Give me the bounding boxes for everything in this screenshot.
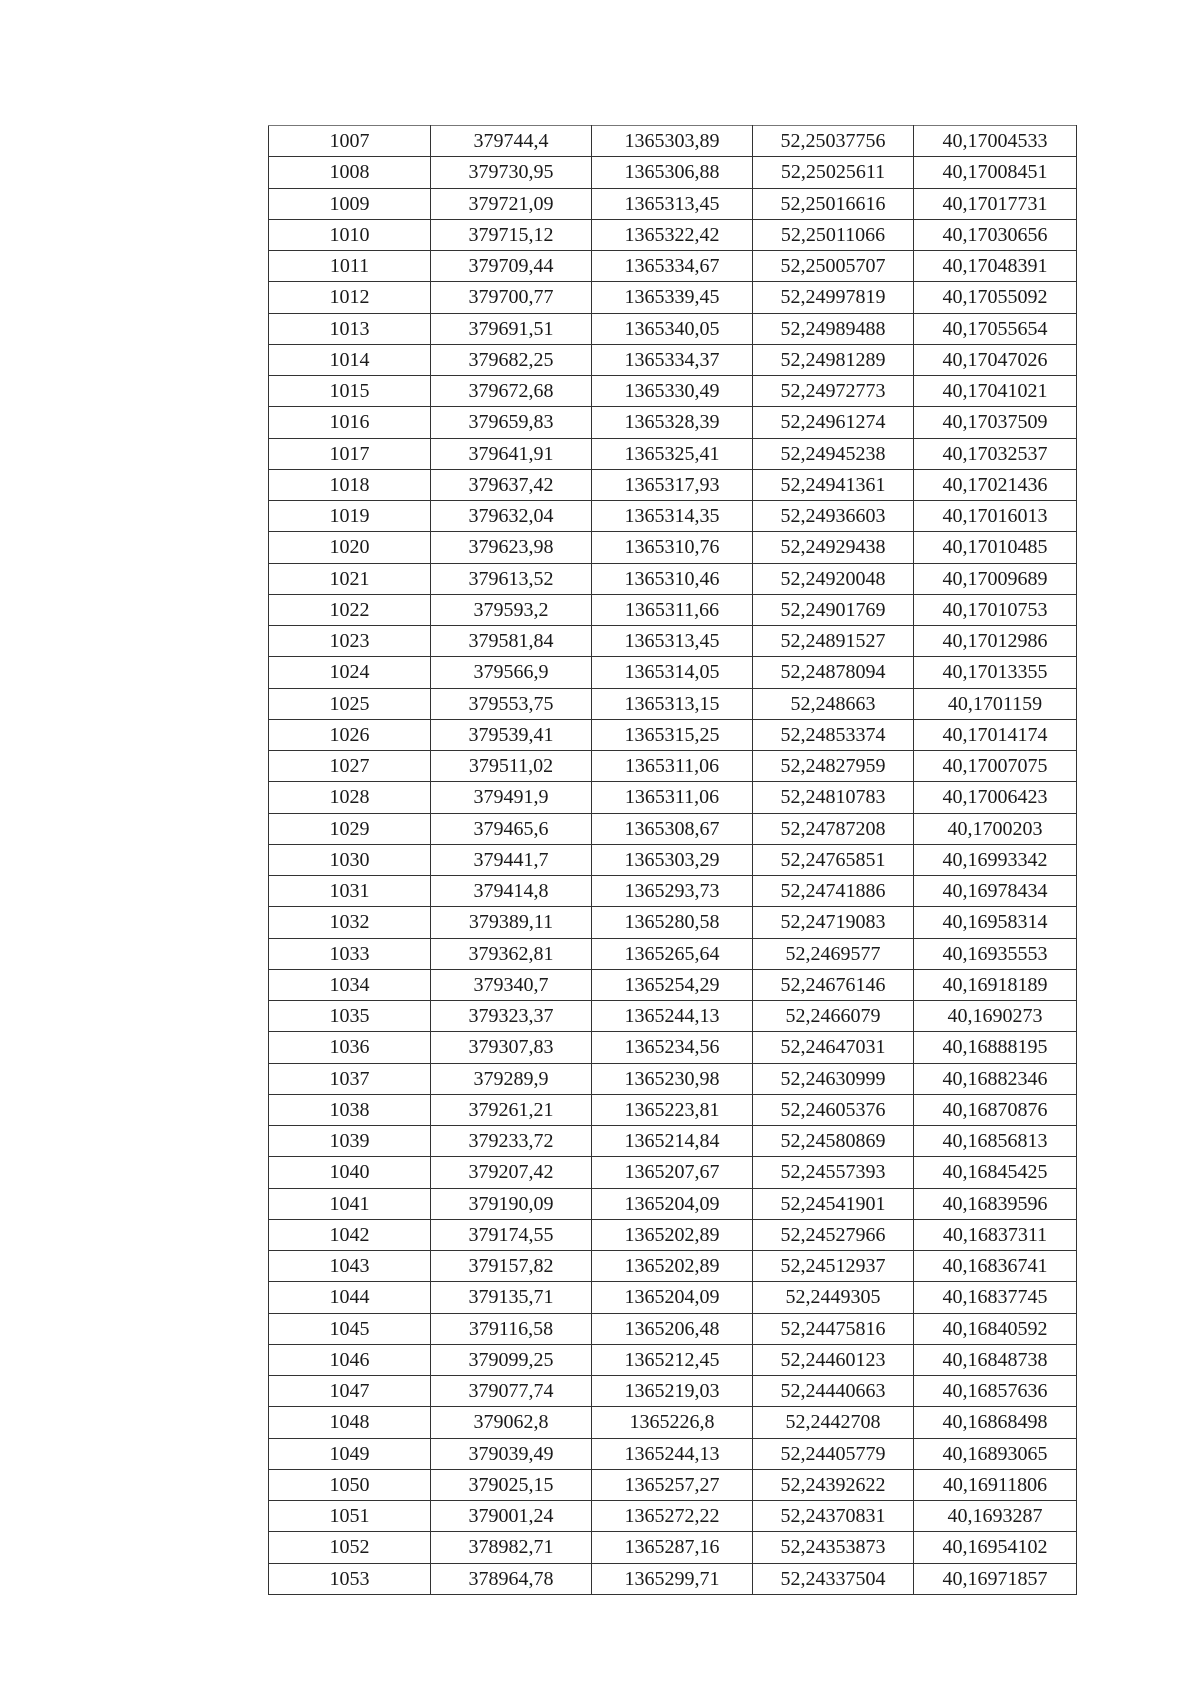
x-coordinate-cell: 379715,12 — [431, 219, 592, 250]
longitude-cell: 40,16839596 — [914, 1188, 1077, 1219]
point-number-cell: 1011 — [269, 251, 431, 282]
x-coordinate-cell: 379062,8 — [431, 1407, 592, 1438]
point-number-cell: 1023 — [269, 626, 431, 657]
x-coordinate-cell: 379116,58 — [431, 1313, 592, 1344]
y-coordinate-cell: 1365207,67 — [592, 1157, 753, 1188]
longitude-cell: 40,17006423 — [914, 782, 1077, 813]
y-coordinate-cell: 1365206,48 — [592, 1313, 753, 1344]
latitude-cell: 52,24810783 — [753, 782, 914, 813]
y-coordinate-cell: 1365202,89 — [592, 1251, 753, 1282]
y-coordinate-cell: 1365204,09 — [592, 1282, 753, 1313]
y-coordinate-cell: 1365311,66 — [592, 594, 753, 625]
point-number-cell: 1030 — [269, 844, 431, 875]
latitude-cell: 52,24580869 — [753, 1126, 914, 1157]
table-row — [269, 844, 1077, 875]
latitude-cell: 52,24765851 — [753, 844, 914, 875]
table-row — [269, 1532, 1077, 1563]
latitude-cell: 52,24878094 — [753, 657, 914, 688]
y-coordinate-cell: 1365272,22 — [592, 1501, 753, 1532]
point-number-cell: 1032 — [269, 907, 431, 938]
point-number-cell: 1042 — [269, 1219, 431, 1250]
table-row — [269, 157, 1077, 188]
point-number-cell: 1021 — [269, 563, 431, 594]
x-coordinate-cell: 379135,71 — [431, 1282, 592, 1313]
x-coordinate-cell: 379566,9 — [431, 657, 592, 688]
table-row — [269, 719, 1077, 750]
table-row — [269, 438, 1077, 469]
x-coordinate-cell: 379099,25 — [431, 1344, 592, 1375]
point-number-cell: 1029 — [269, 813, 431, 844]
point-number-cell: 1050 — [269, 1469, 431, 1500]
longitude-cell: 40,1693287 — [914, 1501, 1077, 1532]
longitude-cell: 40,17007075 — [914, 751, 1077, 782]
y-coordinate-cell: 1365244,13 — [592, 1438, 753, 1469]
x-coordinate-cell: 379362,81 — [431, 938, 592, 969]
longitude-cell: 40,16848738 — [914, 1344, 1077, 1375]
latitude-cell: 52,24981289 — [753, 344, 914, 375]
longitude-cell: 40,17055092 — [914, 282, 1077, 313]
table-row — [269, 876, 1077, 907]
longitude-cell: 40,17009689 — [914, 563, 1077, 594]
longitude-cell: 40,17008451 — [914, 157, 1077, 188]
longitude-cell: 40,17047026 — [914, 344, 1077, 375]
longitude-cell: 40,16845425 — [914, 1157, 1077, 1188]
table-row — [269, 1344, 1077, 1375]
latitude-cell: 52,24997819 — [753, 282, 914, 313]
table-row — [269, 938, 1077, 969]
table-row — [269, 469, 1077, 500]
x-coordinate-cell: 379593,2 — [431, 594, 592, 625]
point-number-cell: 1020 — [269, 532, 431, 563]
longitude-cell: 40,16958314 — [914, 907, 1077, 938]
y-coordinate-cell: 1365313,15 — [592, 688, 753, 719]
x-coordinate-cell: 379323,37 — [431, 1001, 592, 1032]
point-number-cell: 1031 — [269, 876, 431, 907]
table-row — [269, 1001, 1077, 1032]
y-coordinate-cell: 1365325,41 — [592, 438, 753, 469]
table-row — [269, 1251, 1077, 1282]
x-coordinate-cell: 379581,84 — [431, 626, 592, 657]
latitude-cell: 52,2466079 — [753, 1001, 914, 1032]
point-number-cell: 1026 — [269, 719, 431, 750]
point-number-cell: 1035 — [269, 1001, 431, 1032]
point-number-cell: 1039 — [269, 1126, 431, 1157]
point-number-cell: 1037 — [269, 1063, 431, 1094]
latitude-cell: 52,24787208 — [753, 813, 914, 844]
longitude-cell: 40,16971857 — [914, 1563, 1077, 1594]
point-number-cell: 1033 — [269, 938, 431, 969]
point-number-cell: 1036 — [269, 1032, 431, 1063]
longitude-cell: 40,1690273 — [914, 1001, 1077, 1032]
latitude-cell: 52,24929438 — [753, 532, 914, 563]
x-coordinate-cell: 379025,15 — [431, 1469, 592, 1500]
y-coordinate-cell: 1365313,45 — [592, 188, 753, 219]
point-number-cell: 1053 — [269, 1563, 431, 1594]
longitude-cell: 40,17048391 — [914, 251, 1077, 282]
x-coordinate-cell: 379389,11 — [431, 907, 592, 938]
x-coordinate-cell: 379623,98 — [431, 532, 592, 563]
latitude-cell: 52,24605376 — [753, 1094, 914, 1125]
point-number-cell: 1010 — [269, 219, 431, 250]
table-row — [269, 219, 1077, 250]
point-number-cell: 1048 — [269, 1407, 431, 1438]
longitude-cell: 40,16856813 — [914, 1126, 1077, 1157]
latitude-cell: 52,248663 — [753, 688, 914, 719]
x-coordinate-cell: 379289,9 — [431, 1063, 592, 1094]
latitude-cell: 52,24557393 — [753, 1157, 914, 1188]
table-row — [269, 1438, 1077, 1469]
longitude-cell: 40,16918189 — [914, 969, 1077, 1000]
latitude-cell: 52,24920048 — [753, 563, 914, 594]
longitude-cell: 40,16935553 — [914, 938, 1077, 969]
latitude-cell: 52,24541901 — [753, 1188, 914, 1219]
point-number-cell: 1049 — [269, 1438, 431, 1469]
longitude-cell: 40,17041021 — [914, 376, 1077, 407]
longitude-cell: 40,17010753 — [914, 594, 1077, 625]
latitude-cell: 52,2442708 — [753, 1407, 914, 1438]
table-row — [269, 1563, 1077, 1594]
table-row — [269, 969, 1077, 1000]
latitude-cell: 52,2469577 — [753, 938, 914, 969]
y-coordinate-cell: 1365226,8 — [592, 1407, 753, 1438]
point-number-cell: 1045 — [269, 1313, 431, 1344]
x-coordinate-cell: 379414,8 — [431, 876, 592, 907]
latitude-cell: 52,24901769 — [753, 594, 914, 625]
y-coordinate-cell: 1365280,58 — [592, 907, 753, 938]
y-coordinate-cell: 1365257,27 — [592, 1469, 753, 1500]
longitude-cell: 40,16870876 — [914, 1094, 1077, 1125]
point-number-cell: 1052 — [269, 1532, 431, 1563]
latitude-cell: 52,24460123 — [753, 1344, 914, 1375]
longitude-cell: 40,16954102 — [914, 1532, 1077, 1563]
point-number-cell: 1024 — [269, 657, 431, 688]
latitude-cell: 52,24853374 — [753, 719, 914, 750]
table-row — [269, 1282, 1077, 1313]
latitude-cell: 52,24353873 — [753, 1532, 914, 1563]
point-number-cell: 1022 — [269, 594, 431, 625]
latitude-cell: 52,24891527 — [753, 626, 914, 657]
y-coordinate-cell: 1365265,64 — [592, 938, 753, 969]
x-coordinate-cell: 379721,09 — [431, 188, 592, 219]
point-number-cell: 1019 — [269, 501, 431, 532]
y-coordinate-cell: 1365310,76 — [592, 532, 753, 563]
longitude-cell: 40,17021436 — [914, 469, 1077, 500]
latitude-cell: 52,24676146 — [753, 969, 914, 1000]
x-coordinate-cell: 379637,42 — [431, 469, 592, 500]
table-row — [269, 563, 1077, 594]
latitude-cell: 52,24647031 — [753, 1032, 914, 1063]
y-coordinate-cell: 1365219,03 — [592, 1376, 753, 1407]
table-row — [269, 1501, 1077, 1532]
latitude-cell: 52,24475816 — [753, 1313, 914, 1344]
x-coordinate-cell: 379157,82 — [431, 1251, 592, 1282]
latitude-cell: 52,25025611 — [753, 157, 914, 188]
y-coordinate-cell: 1365306,88 — [592, 157, 753, 188]
x-coordinate-cell: 379641,91 — [431, 438, 592, 469]
x-coordinate-cell: 379441,7 — [431, 844, 592, 875]
table-row — [269, 282, 1077, 313]
point-number-cell: 1047 — [269, 1376, 431, 1407]
table-row — [269, 1126, 1077, 1157]
longitude-cell: 40,17016013 — [914, 501, 1077, 532]
x-coordinate-cell: 379077,74 — [431, 1376, 592, 1407]
y-coordinate-cell: 1365314,05 — [592, 657, 753, 688]
x-coordinate-cell: 379682,25 — [431, 344, 592, 375]
y-coordinate-cell: 1365254,29 — [592, 969, 753, 1000]
x-coordinate-cell: 379744,4 — [431, 126, 592, 157]
table-row — [269, 657, 1077, 688]
point-number-cell: 1051 — [269, 1501, 431, 1532]
longitude-cell: 40,1701159 — [914, 688, 1077, 719]
y-coordinate-cell: 1365314,35 — [592, 501, 753, 532]
y-coordinate-cell: 1365303,89 — [592, 126, 753, 157]
x-coordinate-cell: 379001,24 — [431, 1501, 592, 1532]
point-number-cell: 1041 — [269, 1188, 431, 1219]
point-number-cell: 1007 — [269, 126, 431, 157]
x-coordinate-cell: 379233,72 — [431, 1126, 592, 1157]
longitude-cell: 40,16837311 — [914, 1219, 1077, 1250]
latitude-cell: 52,24719083 — [753, 907, 914, 938]
x-coordinate-cell: 379491,9 — [431, 782, 592, 813]
latitude-cell: 52,25016616 — [753, 188, 914, 219]
latitude-cell: 52,24945238 — [753, 438, 914, 469]
latitude-cell: 52,24741886 — [753, 876, 914, 907]
table-row — [269, 751, 1077, 782]
longitude-cell: 40,17037509 — [914, 407, 1077, 438]
y-coordinate-cell: 1365204,09 — [592, 1188, 753, 1219]
x-coordinate-cell: 378964,78 — [431, 1563, 592, 1594]
longitude-cell: 40,16888195 — [914, 1032, 1077, 1063]
table-row — [269, 1157, 1077, 1188]
table-row — [269, 1063, 1077, 1094]
x-coordinate-cell: 379261,21 — [431, 1094, 592, 1125]
x-coordinate-cell: 379039,49 — [431, 1438, 592, 1469]
latitude-cell: 52,24936603 — [753, 501, 914, 532]
point-number-cell: 1009 — [269, 188, 431, 219]
x-coordinate-cell: 379700,77 — [431, 282, 592, 313]
point-number-cell: 1015 — [269, 376, 431, 407]
latitude-cell: 52,24405779 — [753, 1438, 914, 1469]
point-number-cell: 1027 — [269, 751, 431, 782]
longitude-cell: 40,17012986 — [914, 626, 1077, 657]
table-row — [269, 813, 1077, 844]
y-coordinate-cell: 1365311,06 — [592, 751, 753, 782]
longitude-cell: 40,17030656 — [914, 219, 1077, 250]
y-coordinate-cell: 1365330,49 — [592, 376, 753, 407]
latitude-cell: 52,25011066 — [753, 219, 914, 250]
table-row — [269, 1032, 1077, 1063]
point-number-cell: 1016 — [269, 407, 431, 438]
latitude-cell: 52,25005707 — [753, 251, 914, 282]
table-row — [269, 532, 1077, 563]
x-coordinate-cell: 379190,09 — [431, 1188, 592, 1219]
table-row — [269, 376, 1077, 407]
x-coordinate-cell: 379730,95 — [431, 157, 592, 188]
table-row — [269, 1407, 1077, 1438]
table-row — [269, 407, 1077, 438]
y-coordinate-cell: 1365315,25 — [592, 719, 753, 750]
point-number-cell: 1008 — [269, 157, 431, 188]
latitude-cell: 52,24527966 — [753, 1219, 914, 1250]
latitude-cell: 52,24370831 — [753, 1501, 914, 1532]
x-coordinate-cell: 378982,71 — [431, 1532, 592, 1563]
x-coordinate-cell: 379307,83 — [431, 1032, 592, 1063]
longitude-cell: 40,16840592 — [914, 1313, 1077, 1344]
longitude-cell: 40,17013355 — [914, 657, 1077, 688]
x-coordinate-cell: 379632,04 — [431, 501, 592, 532]
table-row — [269, 1313, 1077, 1344]
x-coordinate-cell: 379340,7 — [431, 969, 592, 1000]
longitude-cell: 40,16868498 — [914, 1407, 1077, 1438]
latitude-cell: 52,24392622 — [753, 1469, 914, 1500]
point-number-cell: 1017 — [269, 438, 431, 469]
table-row — [269, 1188, 1077, 1219]
longitude-cell: 40,17010485 — [914, 532, 1077, 563]
y-coordinate-cell: 1365317,93 — [592, 469, 753, 500]
table-row — [269, 1469, 1077, 1500]
y-coordinate-cell: 1365234,56 — [592, 1032, 753, 1063]
y-coordinate-cell: 1365212,45 — [592, 1344, 753, 1375]
y-coordinate-cell: 1365287,16 — [592, 1532, 753, 1563]
table-row — [269, 594, 1077, 625]
y-coordinate-cell: 1365340,05 — [592, 313, 753, 344]
x-coordinate-cell: 379672,68 — [431, 376, 592, 407]
longitude-cell: 40,16882346 — [914, 1063, 1077, 1094]
x-coordinate-cell: 379709,44 — [431, 251, 592, 282]
x-coordinate-cell: 379613,52 — [431, 563, 592, 594]
table-row — [269, 344, 1077, 375]
y-coordinate-cell: 1365311,06 — [592, 782, 753, 813]
y-coordinate-cell: 1365202,89 — [592, 1219, 753, 1250]
latitude-cell: 52,24972773 — [753, 376, 914, 407]
y-coordinate-cell: 1365328,39 — [592, 407, 753, 438]
table-row — [269, 1094, 1077, 1125]
y-coordinate-cell: 1365293,73 — [592, 876, 753, 907]
latitude-cell: 52,24961274 — [753, 407, 914, 438]
latitude-cell: 52,24941361 — [753, 469, 914, 500]
table-row — [269, 313, 1077, 344]
longitude-cell: 40,17055654 — [914, 313, 1077, 344]
coordinates-table-body — [269, 126, 1077, 1595]
table-row — [269, 907, 1077, 938]
point-number-cell: 1038 — [269, 1094, 431, 1125]
x-coordinate-cell: 379553,75 — [431, 688, 592, 719]
table-row — [269, 688, 1077, 719]
x-coordinate-cell: 379539,41 — [431, 719, 592, 750]
longitude-cell: 40,17032537 — [914, 438, 1077, 469]
y-coordinate-cell: 1365334,67 — [592, 251, 753, 282]
coordinates-table — [268, 125, 1077, 1595]
y-coordinate-cell: 1365214,84 — [592, 1126, 753, 1157]
y-coordinate-cell: 1365334,37 — [592, 344, 753, 375]
y-coordinate-cell: 1365339,45 — [592, 282, 753, 313]
longitude-cell: 40,16836741 — [914, 1251, 1077, 1282]
longitude-cell: 40,17014174 — [914, 719, 1077, 750]
point-number-cell: 1013 — [269, 313, 431, 344]
x-coordinate-cell: 379659,83 — [431, 407, 592, 438]
point-number-cell: 1014 — [269, 344, 431, 375]
y-coordinate-cell: 1365223,81 — [592, 1094, 753, 1125]
point-number-cell: 1028 — [269, 782, 431, 813]
latitude-cell: 52,24827959 — [753, 751, 914, 782]
table-row — [269, 782, 1077, 813]
longitude-cell: 40,16893065 — [914, 1438, 1077, 1469]
y-coordinate-cell: 1365244,13 — [592, 1001, 753, 1032]
longitude-cell: 40,16857636 — [914, 1376, 1077, 1407]
table-row — [269, 1219, 1077, 1250]
longitude-cell: 40,16911806 — [914, 1469, 1077, 1500]
longitude-cell: 40,17004533 — [914, 126, 1077, 157]
latitude-cell: 52,25037756 — [753, 126, 914, 157]
point-number-cell: 1025 — [269, 688, 431, 719]
y-coordinate-cell: 1365313,45 — [592, 626, 753, 657]
x-coordinate-cell: 379511,02 — [431, 751, 592, 782]
latitude-cell: 52,24989488 — [753, 313, 914, 344]
y-coordinate-cell: 1365299,71 — [592, 1563, 753, 1594]
table-row — [269, 1376, 1077, 1407]
point-number-cell: 1043 — [269, 1251, 431, 1282]
point-number-cell: 1018 — [269, 469, 431, 500]
point-number-cell: 1044 — [269, 1282, 431, 1313]
y-coordinate-cell: 1365322,42 — [592, 219, 753, 250]
point-number-cell: 1012 — [269, 282, 431, 313]
y-coordinate-cell: 1365230,98 — [592, 1063, 753, 1094]
point-number-cell: 1034 — [269, 969, 431, 1000]
point-number-cell: 1046 — [269, 1344, 431, 1375]
latitude-cell: 52,24337504 — [753, 1563, 914, 1594]
latitude-cell: 52,24512937 — [753, 1251, 914, 1282]
x-coordinate-cell: 379691,51 — [431, 313, 592, 344]
latitude-cell: 52,2449305 — [753, 1282, 914, 1313]
table-row — [269, 626, 1077, 657]
y-coordinate-cell: 1365308,67 — [592, 813, 753, 844]
longitude-cell: 40,16993342 — [914, 844, 1077, 875]
latitude-cell: 52,24440663 — [753, 1376, 914, 1407]
latitude-cell: 52,24630999 — [753, 1063, 914, 1094]
x-coordinate-cell: 379174,55 — [431, 1219, 592, 1250]
table-row — [269, 251, 1077, 282]
point-number-cell: 1040 — [269, 1157, 431, 1188]
table-row — [269, 188, 1077, 219]
longitude-cell: 40,16837745 — [914, 1282, 1077, 1313]
longitude-cell: 40,1700203 — [914, 813, 1077, 844]
longitude-cell: 40,17017731 — [914, 188, 1077, 219]
x-coordinate-cell: 379207,42 — [431, 1157, 592, 1188]
y-coordinate-cell: 1365310,46 — [592, 563, 753, 594]
table-row — [269, 126, 1077, 157]
table-row — [269, 501, 1077, 532]
x-coordinate-cell: 379465,6 — [431, 813, 592, 844]
longitude-cell: 40,16978434 — [914, 876, 1077, 907]
y-coordinate-cell: 1365303,29 — [592, 844, 753, 875]
